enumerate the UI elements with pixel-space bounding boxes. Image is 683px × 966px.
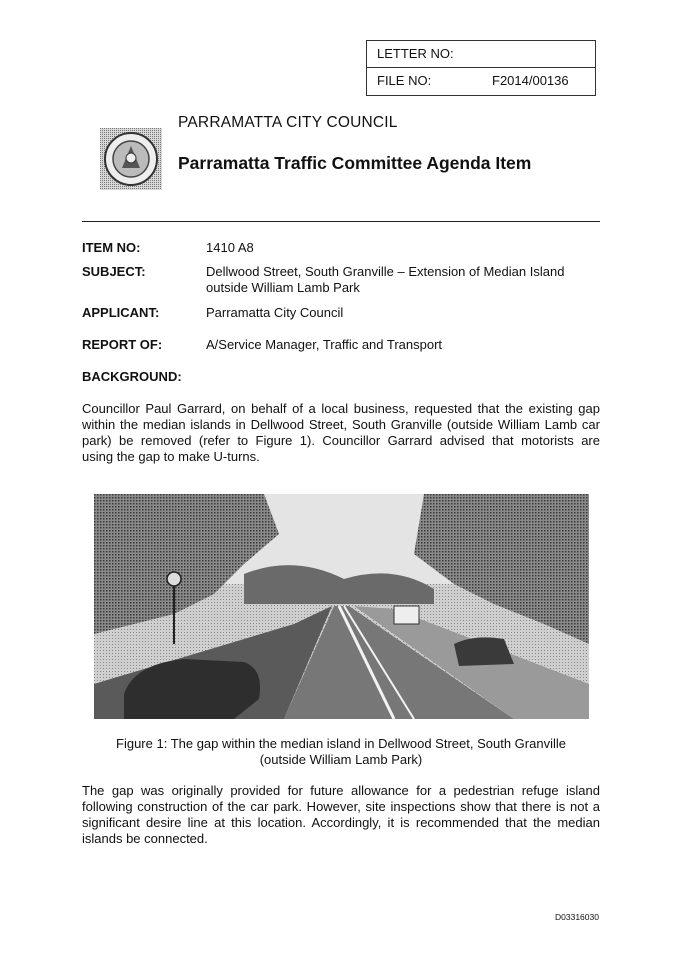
- letter-no-row: [367, 41, 595, 67]
- header-divider: [82, 221, 600, 222]
- council-seal-logo: [100, 128, 162, 190]
- paragraph-line: park) be removed (refer to Figure 1). Councillor Garrard advised that motorists are: [82, 433, 600, 448]
- report-of-label: REPORT OF:: [82, 337, 163, 352]
- subject-line-1: Dellwood Street, South Granville – Extension of Median Island: [206, 264, 565, 279]
- paragraph-line: significant desire line at this location. Accordingly, it is recommended that the median: [82, 815, 600, 830]
- paragraph-line: using the gap to make U-turns.: [82, 449, 260, 464]
- caption-line: Figure 1: The gap within the median island in Dellwood Street, South Granville: [116, 736, 566, 751]
- letter-no-label: LETTER NO:: [377, 46, 454, 61]
- item-no-label: ITEM NO:: [82, 240, 141, 255]
- item-no-value: 1410 A8: [206, 240, 254, 255]
- file-no-row: [367, 67, 595, 94]
- report-of-value: A/Service Manager, Traffic and Transport: [206, 337, 443, 352]
- paragraph-line: Councillor Paul Garrard, on behalf of a local business, requested that the existing gap: [82, 401, 600, 416]
- paragraph-line: following construction of the car park. However, site inspections show that there is not a: [82, 799, 600, 814]
- document-id: D03316030: [555, 912, 599, 922]
- applicant-label: APPLICANT:: [82, 305, 160, 320]
- street-photo: [94, 494, 589, 719]
- paragraph-line: The gap was originally provided for future allowance for a pedestrian refuge island: [82, 783, 600, 798]
- file-no-label: FILE NO:: [377, 73, 432, 88]
- figure-caption: [82, 736, 600, 768]
- paragraph-line: islands be connected.: [82, 831, 208, 846]
- reference-box: [366, 40, 596, 96]
- council-name: PARRAMATTA CITY COUNCIL: [178, 114, 398, 131]
- caption-line: (outside William Lamb Park): [259, 752, 423, 767]
- applicant-value: Parramatta City Council: [206, 305, 344, 320]
- file-no-value: F2014/00136: [492, 73, 569, 88]
- document-title: Parramatta Traffic Committee Agenda Item: [178, 153, 532, 173]
- recommendation-paragraph: [82, 783, 600, 847]
- paragraph-line: within the median islands in Dellwood Street, South Granville (outside William Lamb car: [82, 417, 600, 432]
- background-paragraph: [82, 401, 600, 465]
- subject-line-2: outside William Lamb Park: [206, 280, 360, 295]
- background-heading: BACKGROUND:: [82, 369, 182, 384]
- subject-label: SUBJECT:: [82, 264, 146, 279]
